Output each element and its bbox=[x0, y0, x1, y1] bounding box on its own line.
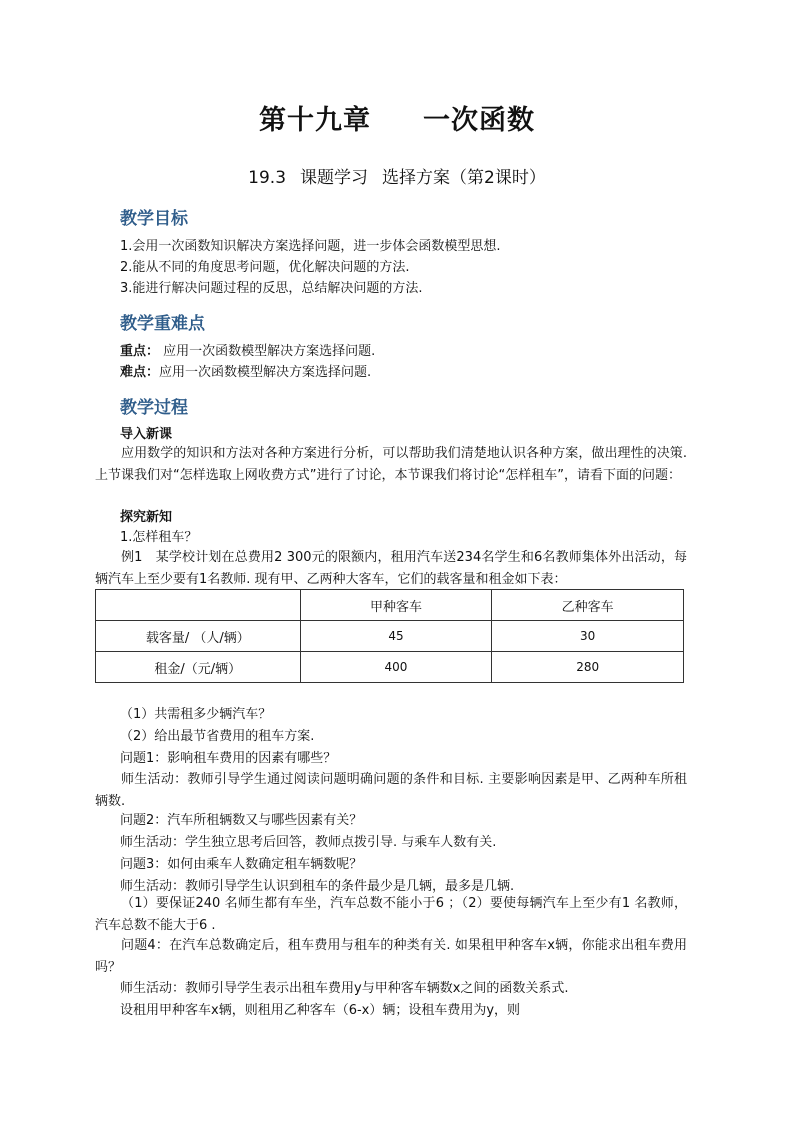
objectives-heading: 教学目标 bbox=[120, 209, 188, 229]
key-point bbox=[120, 342, 375, 362]
problem-4: 问题4：在汽车总数确定后，租车费用与租车的种类有关. 如果租甲种客车x辆，你能求出租车费用吗？ bbox=[95, 938, 687, 975]
question-title: 1.怎样租车？ bbox=[120, 530, 198, 545]
problem-1: 问题1：影响租车费用的因素有哪些？ bbox=[120, 751, 337, 766]
problem-2: 问题2：汽车所租辆数又与哪些因素有关？ bbox=[120, 813, 363, 828]
rental-table bbox=[95, 589, 684, 683]
table-header-cell: 甲种客车 bbox=[300, 590, 492, 621]
activity-4: 师生活动：教师引导学生表示出租车费用y与甲种客车辆数x之间的函数关系式. bbox=[120, 981, 569, 996]
activity-4-setup: 设租用甲种客车x辆，则租用乙种客车（6-x）辆；设租车费用为y，则 bbox=[120, 1003, 521, 1018]
objective-item: 1.会用一次函数知识解决方案选择问题，进一步体会函数模型思想. bbox=[120, 239, 501, 254]
key-point-text: 应用一次函数模型解决方案选择问题. bbox=[159, 344, 376, 359]
table-header-row bbox=[96, 590, 684, 621]
sub-question: （1）共需租多少辆汽车？ bbox=[120, 707, 272, 722]
difficult-point-label: 难点： bbox=[120, 365, 160, 380]
table-cell: 400 bbox=[300, 652, 492, 683]
problem-3: 问题3：如何由乘车人数确定租车辆数呢？ bbox=[120, 857, 363, 872]
table-header-cell bbox=[96, 590, 301, 621]
lesson-title bbox=[0, 163, 794, 188]
keypoints-heading: 教学重难点 bbox=[120, 314, 205, 334]
table-row-label: 租金/（元/辆） bbox=[96, 652, 301, 683]
lesson-number: 19.3 bbox=[248, 168, 287, 188]
table-cell: 45 bbox=[300, 621, 492, 652]
chapter-title bbox=[0, 98, 794, 137]
difficult-point-text: 应用一次函数模型解决方案选择问题. bbox=[159, 365, 372, 380]
objective-item: 2.能从不同的角度思考问题，优化解决问题的方法. bbox=[120, 260, 410, 275]
activity-3: 师生活动：教师引导学生认识到租车的条件最少是几辆，最多是几辆. bbox=[120, 879, 515, 894]
key-point-label: 重点： bbox=[120, 344, 160, 359]
lesson-subtitle: 选择方案（第2课时） bbox=[382, 168, 546, 188]
table-cell: 30 bbox=[492, 621, 684, 652]
difficult-point bbox=[120, 363, 371, 383]
activity-1: 师生活动：教师引导学生通过阅读问题明确问题的条件和目标. 主要影响因素是甲、乙两种车所租辆数. bbox=[95, 772, 687, 809]
intro-title: 导入新课 bbox=[120, 427, 173, 442]
intro-paragraph: 应用数学的知识和方法对各种方案进行分析，可以帮助我们清楚地认识各种方案，做出理性的决策. 上节课我们对“怎样选取上网收费方式”进行了讨论，本节课我们将讨论“怎样租车”，请看下面的问题： bbox=[95, 446, 687, 483]
table-row-label: 载客量/ （人/辆） bbox=[96, 621, 301, 652]
activity-2: 师生活动：学生独立思考后回答，教师点拨引导. 与乘车人数有关. bbox=[120, 835, 497, 850]
sub-question: （2）给出最节省费用的租车方案. bbox=[120, 729, 315, 744]
table-header-cell: 乙种客车 bbox=[492, 590, 684, 621]
chapter-name: 一次函数 bbox=[423, 105, 535, 136]
example-paragraph: 例1 某学校计划在总费用2 300元的限额内，租用汽车送234名学生和6名教师集体外出活动，每辆汽车上至少要有1名教师. 现有甲、乙两种大客车，它们的载客量和租金如下表： bbox=[95, 550, 687, 587]
chapter-number: 第十九章 bbox=[259, 105, 371, 136]
explore-title: 探究新知 bbox=[120, 510, 173, 525]
table-row bbox=[96, 621, 684, 652]
objective-item: 3.能进行解决问题过程的反思，总结解决问题的方法. bbox=[120, 281, 423, 296]
table-cell: 280 bbox=[492, 652, 684, 683]
process-heading: 教学过程 bbox=[120, 398, 188, 418]
lesson-topic: 课题学习 bbox=[300, 168, 369, 188]
table-row bbox=[96, 652, 684, 683]
activity-3-detail: （1）要保证240 名师生都有车坐，汽车总数不能小于6 ；（2）要使每辆汽车上至少有1 名教师，汽车总数不能大于6 . bbox=[95, 896, 687, 933]
